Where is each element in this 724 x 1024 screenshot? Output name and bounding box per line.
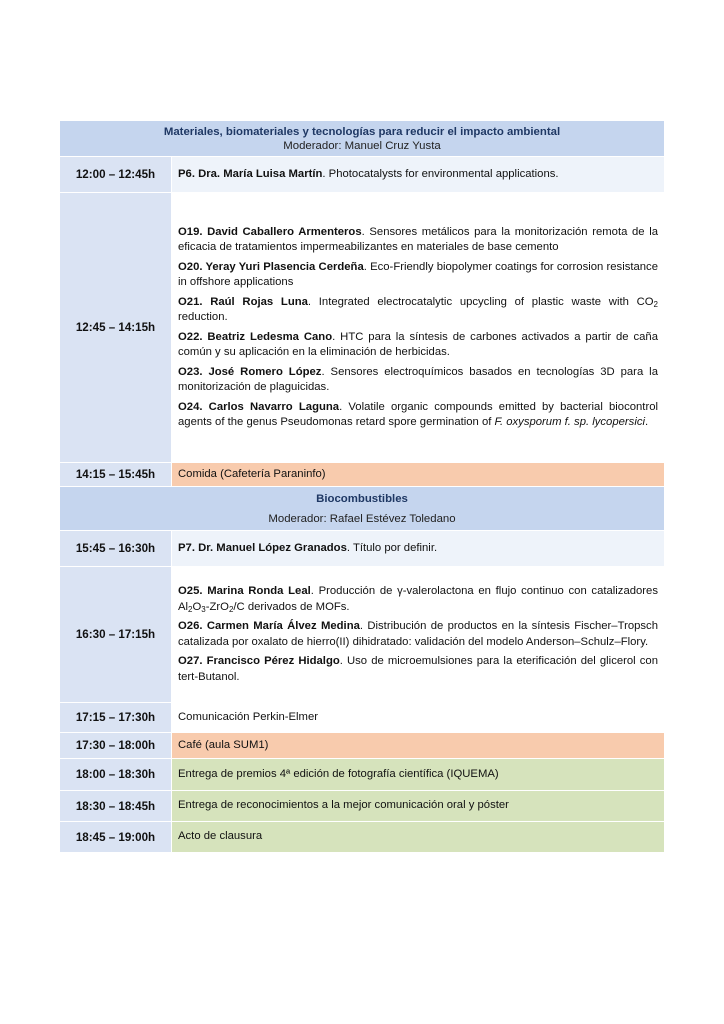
time-slot: 14:15 – 15:45h xyxy=(60,463,172,487)
talk-item xyxy=(178,295,658,326)
time-slot: 12:00 – 12:45h xyxy=(60,157,172,193)
talk-item xyxy=(178,619,658,650)
talk-item xyxy=(178,654,658,685)
speaker-name: P6. Dra. María Luisa Martín xyxy=(178,167,323,180)
talk-title: . Uso de microemulsiones para la eterificación del glicerol con tert-Butanol. xyxy=(178,655,659,683)
schedule-row xyxy=(60,733,665,759)
event-item: Entrega de reconocimientos a la mejor comunicación oral y póster xyxy=(172,791,665,822)
oral-talks xyxy=(172,567,665,703)
schedule-row xyxy=(60,759,665,791)
oral-talks xyxy=(172,193,665,463)
time-slot: 18:45 – 19:00h xyxy=(60,822,172,853)
talk-title: . Título por definir. xyxy=(346,541,438,554)
schedule-row xyxy=(60,463,665,487)
speaker-name: O27. Francisco Pérez Hidalgo xyxy=(178,655,340,667)
time-slot: 17:15 – 17:30h xyxy=(60,703,172,733)
break-item: Comida (Cafetería Paraninfo) xyxy=(172,463,665,487)
speaker-name: O22. Beatriz Ledesma Cano xyxy=(178,330,333,343)
speaker-name: O24. Carlos Navarro Laguna xyxy=(178,400,340,413)
talk-title: . Integrated electrocatalytic upcycling of plastic waste with CO xyxy=(307,295,654,308)
schedule-row xyxy=(60,531,665,567)
speaker-name: O23. José Romero López xyxy=(178,365,322,378)
talk-title: . Distribución de productos en la síntesis Fischer–Tropsch catalizada por oxalato de hierro(II) dihidratado: validación del modelo Anderson–Schulz–Flory. xyxy=(178,620,658,648)
speaker-name: O19. David Caballero Armenteros xyxy=(178,225,362,238)
event-item: Comunicación Perkin-Elmer xyxy=(172,703,665,733)
schedule-row xyxy=(60,703,665,733)
time-slot: 12:45 – 14:15h xyxy=(60,193,172,463)
subscript: 2 xyxy=(653,299,658,309)
schedule-row xyxy=(60,822,665,853)
talk-item xyxy=(178,400,658,431)
time-slot: 17:30 – 18:00h xyxy=(60,733,172,759)
time-slot: 18:30 – 18:45h xyxy=(60,791,172,822)
event-item: Entrega de premios 4ª edición de fotografía científica (IQUEMA) xyxy=(172,759,665,791)
speaker-name: P7. Dr. Manuel López Granados xyxy=(178,541,347,554)
talk-item xyxy=(178,330,658,361)
schedule-row xyxy=(60,791,665,822)
break-item: Café (aula SUM1) xyxy=(172,733,665,759)
schedule-row xyxy=(60,157,665,193)
subscript: 2 xyxy=(188,604,193,614)
talk-title: . Sensores metálicos para la monitorización remota de la eficacia de tratamientos impermeabilizantes en materiales de base cemento xyxy=(178,225,658,253)
time-slot: 15:45 – 16:30h xyxy=(60,531,172,567)
talk-item xyxy=(178,260,658,291)
talk-title: . HTC para la síntesis de carbones activados a partir de caña común y su aplicación en la eliminación de herbicidas. xyxy=(178,330,658,358)
session-moderator: Moderador: Manuel Cruz Yusta xyxy=(283,139,441,152)
speaker-name: O26. Carmen María Álvez Medina xyxy=(178,620,360,632)
talk-title-end: /C derivados de MOFs. xyxy=(233,600,350,613)
subscript: 2 xyxy=(228,604,234,614)
formula-part: O xyxy=(192,600,202,613)
species-name: F. oxysporum f. sp. lycopersici xyxy=(494,416,645,428)
session-title: Materiales, biomateriales y tecnologías para reducir el impacto ambiental xyxy=(163,125,561,138)
session-header xyxy=(60,121,665,157)
session-moderator: Moderador: Rafael Estévez Toledano xyxy=(268,512,456,525)
talk-title-end: reduction. xyxy=(178,311,228,323)
event-item: Acto de clausura xyxy=(172,822,665,853)
formula-part: -ZrO xyxy=(205,600,229,613)
session-header-row xyxy=(60,487,665,531)
plenary-talk xyxy=(172,531,665,567)
talk-item xyxy=(178,225,658,256)
talk-title: . Photocatalysts for environmental applications. xyxy=(322,167,559,180)
session-header-row xyxy=(60,121,665,157)
session-header xyxy=(60,487,665,531)
speaker-name: O21. Raúl Rojas Luna xyxy=(178,295,308,308)
schedule-row xyxy=(60,567,665,703)
time-slot: 18:00 – 18:30h xyxy=(60,759,172,791)
talk-item xyxy=(178,365,658,396)
subscript: 3 xyxy=(201,604,206,614)
talk-title: . Producción de γ-valerolactona en flujo continuo con catalizadores Al xyxy=(178,585,658,613)
speaker-name: O25. Marina Ronda Leal xyxy=(178,585,311,597)
talk-title-end: . xyxy=(644,416,649,428)
talk-item xyxy=(178,584,658,615)
plenary-talk xyxy=(172,157,665,193)
talk-title: . Volatile organic compounds emitted by bacterial biocontrol agents of the genus Pseudomonas retard spore germination of xyxy=(178,400,658,428)
session-title: Biocombustibles xyxy=(316,492,408,505)
speaker-name: O20. Yeray Yuri Plasencia Cerdeña xyxy=(178,260,364,273)
time-slot: 16:30 – 17:15h xyxy=(60,567,172,703)
talk-title: . Eco-Friendly biopolymer coatings for corrosion resistance in offshore applications xyxy=(178,260,658,288)
talk-title: . Sensores electroquímicos basados en tecnologías 3D para la monitorización de plaguicidas. xyxy=(178,365,658,393)
schedule-table xyxy=(59,120,665,853)
schedule-row xyxy=(60,193,665,463)
